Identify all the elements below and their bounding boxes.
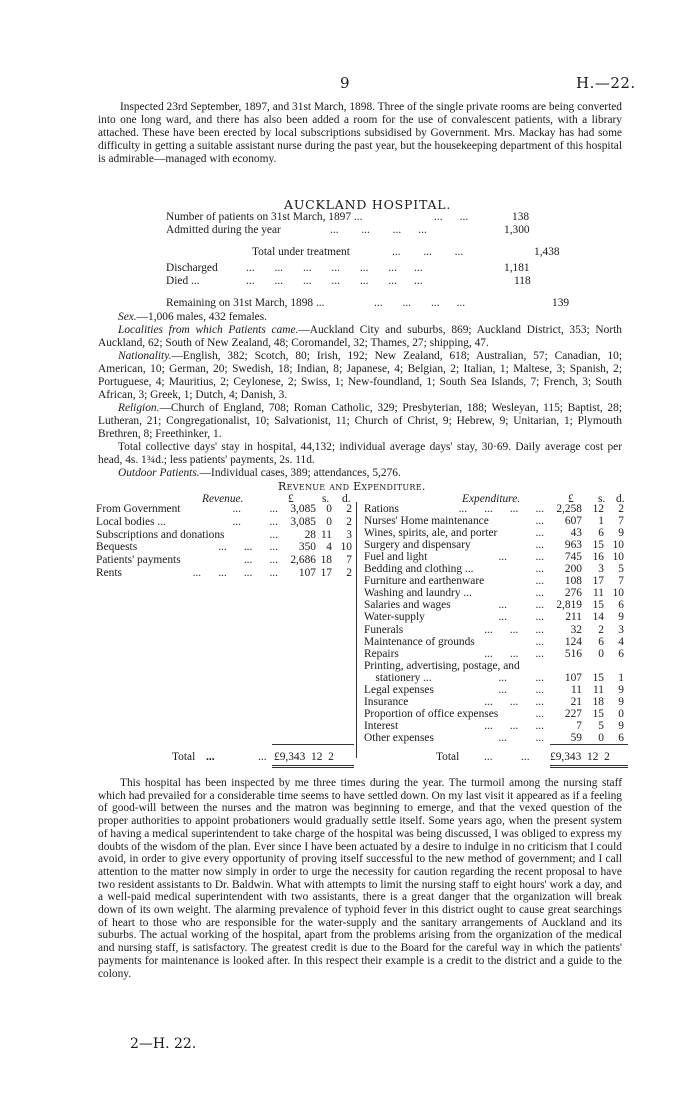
expenditure-label: Nurses' Home maintenance [364,515,489,528]
expenditure-row [364,624,626,637]
summary-value: 1,181 [504,262,530,274]
nationality-paragraph [98,350,622,402]
expenditure-label: Proportion of office expenses [364,707,499,720]
expenditure-total-leader: ... ... [484,751,530,763]
revenue-amount-d: 2 [346,503,352,515]
expenditure-label: Other expenses [364,731,434,744]
revenue-leader: ... ... [232,515,278,528]
expenditure-amount-s: 12 [592,503,604,515]
expenditure-amount-l: 124 [564,635,582,648]
summary-value: 139 [552,297,570,309]
revenue-row [96,554,356,567]
expenditure-amount-d: 9 [618,719,624,732]
expenditure-label: Printing, advertising, postage, and [364,659,520,672]
revenue-amount-d: 2 [346,567,352,579]
document-reference: H.—22. [576,74,636,92]
accounts-title: Revenue and Expenditure. [278,480,426,493]
expenditure-amount-l: 2,258 [556,503,582,515]
expenditure-amount-l: 211 [565,611,582,624]
expenditure-label: Legal expenses [364,683,434,696]
expenditure-amount-l: 59 [570,731,582,744]
expenditure-row [364,660,626,673]
revenue-amount-s: 17 [320,567,332,579]
expenditure-total-rule [550,744,628,745]
expenditure-label: Funerals [364,623,404,636]
expenditure-amount-s: 1 [598,515,604,528]
revenue-total-rule [272,744,354,745]
revenue-amount-l: 350 [298,541,316,554]
revenue-total-amount: £9,343 12 2 [274,751,334,763]
expenditure-amount-d: 2 [618,503,624,515]
summary-leader: ... ... ... ... ... ... ... [246,262,423,274]
expenditure-label: Surgery and dispensary [364,539,471,552]
revenue-total-label: Total [172,751,196,763]
expenditure-leader: ... [535,575,544,588]
expenditure-amount-d: 9 [618,527,624,540]
expenditure-amount-l: 745 [564,551,582,564]
revenue-row [96,529,356,542]
revenue-amount-l: 107 [298,567,316,579]
expenditure-amount-l: 227 [564,707,582,720]
expenditure-amount-s: 0 [598,731,604,744]
expenditure-row [364,599,626,612]
expenditure-amount-s: 3 [598,563,604,576]
revenue-row [96,503,356,516]
summary-row-discharged [166,262,546,275]
revenue-leader: ... ... ... ... [192,567,278,579]
revenue-amount-d: 2 [346,515,352,528]
expenditure-amount-s: 15 [592,599,604,612]
summary-leader: ... ... ... [392,246,464,258]
expenditure-leader: ... ... [498,731,544,744]
expenditure-amount-s: 15 [592,671,604,684]
hospital-title: AUCKLAND HOSPITAL. [284,197,452,212]
revenue-leader: ... [269,528,278,541]
expenditure-amount-l: 108 [564,575,582,588]
expenditure-leader: ... [535,563,544,576]
expenditure-amount-l: 2,819 [556,599,582,612]
expenditure-leader: ... ... ... [484,695,544,708]
expenditure-heading-text: Expenditure. [462,493,521,505]
expenditure-leader: ... ... [498,671,544,684]
expenditure-amount-d: 1 [618,671,624,684]
revenue-total-double-rule [272,765,354,768]
expenditure-row [364,636,626,649]
revenue-amount-s: 0 [326,503,332,515]
closing-paragraph-text: This hospital has been inspected by me three times during the year. The turmoil among the nursing staff which had prevailed for a considerable time seems to have settled down. On my last visit it appeared as if a feeling of good-will between the nurses and the matron was beginning to emerge, and that the vexed question of the proper authorities to appoint probationers would gradually settle itself. Some years ago, when the present system of having a medical superintendent to take charge of the hospital was being discussed, I was obliged to express my doubts of the wisdom of the plan. Ever since I have been actuated by a desire to indulge in no criticism that I could avoid, in order to give every opportunity of proving itself successful to the new method of government; and I call attention to the matter now simply in order to urge the necessity for caution regarding the recent proposal to have two resident assistants to Dr. Baldwin. What with attempts to limit the nursing staff to eight hours' work a day, and a well-paid medical superintendent with two assistants, there is a great danger that the organization will break down of its own weight. The alarming prevalence of typhoid fever in this district ought to cause great searchings of heart to those who are responsible for the water-supply and the sanitary arrangements of Auckland and its suburbs. The actual working of the hospital, apart from the problems arising from the organization of the medical and nursing staff, is satisfactory. The greatest credit is due to the Board for the careful way in which the patients' payments for maintenance is looked after. In this respect their example is a credit to the district and a guide to the colony. [98,777,622,980]
expenditure-label: Repairs [364,647,399,660]
expenditure-currency-l: £ [568,493,574,505]
expenditure-row [364,587,626,600]
revenue-leader: ... ... [243,554,278,567]
expenditure-leader: ... ... ... [484,623,544,636]
revenue-heading-text: Revenue. [202,493,244,505]
expenditure-amount-l: 516 [564,647,582,660]
nationality-text: —English, 382; Scotch, 80; Irish, 192; New Zealand, 618; Australian, 57; Canadian, 10; American, 10; German, 20; Swedish, 18; Indian, 8; Japanese, 4; Belgian, 2; Italian, 1; Maltese, 3; Spanish, 2; Portuguese, 4; Mauritius, 2; Ceylonese, 2; Swiss, 1; New-foundland, 1; South Sea Islands, 7; French, 3; South African, 3; Greek, 1; Dutch, 4; Danish, 3. [98,350,622,401]
expenditure-amount-d: 6 [618,647,624,660]
revenue-amount-d: 10 [340,541,352,554]
revenue-amount-s: 0 [326,515,332,528]
expenditure-amount-d: 9 [618,683,624,696]
intro-paragraph-text: Inspected 23rd September, 1897, and 31st March, 1898. Three of the single private rooms are being converted into one long ward, and there has also been added a room for the use of convalescent patients, with a library attached. These have been erected by local subscriptions subsidised by Government. Mrs. Mackay has had some difficulty in getting a suitable assistant nurse during the past year, but the housekeeping department of this hospital is admirable—managed with economy. [98,101,622,165]
expenditure-leader: ... [535,527,544,540]
summary-leader: ... ... ... ... [374,297,466,309]
sex-label: Sex. [118,311,137,323]
summary-value: 138 [512,211,530,223]
revenue-leader: ... ... ... [218,541,278,554]
patient-details [118,311,622,324]
summary-leader: ... ... ... ... ... ... ... [246,275,423,287]
expenditure-label: Insurance [364,695,409,708]
expenditure-leader: ... [535,587,544,600]
expenditure-amount-s: 6 [598,635,604,648]
revenue-label: Rents [96,567,122,579]
revenue-amount-d: 7 [346,554,352,567]
expenditure-amount-s: 15 [592,707,604,720]
summary-row-died [166,275,546,288]
expenditure-amount-d: 4 [618,635,624,648]
expenditure-label: Salaries and wages [364,599,451,612]
religion-text: —Church of England, 708; Roman Catholic, 329; Presbyterian, 188; Wesleyan, 115; Baptist, 28; Lutheran, 21; Congregationalist, 10; Salvationist, 11; Church of Christ, 9; Hebrew, 9; Unitarian, 1; Plymouth Brethren, 8; Freethinker, 1. [98,402,622,440]
expenditure-row [364,684,626,697]
summary-row-total [252,246,582,259]
expenditure-amount-d: 9 [618,611,624,624]
expenditure-leader: ... ... ... [484,719,544,732]
summary-label: Admitted during the year [166,224,281,236]
expenditure-amount-l: 21 [570,695,582,708]
expenditure-leader: ... ... ... [484,647,544,660]
expenditure-amount-s: 2 [598,623,604,636]
expenditure-row [364,732,626,745]
expenditure-currency-d: d. [616,493,625,505]
expenditure-row [364,503,626,516]
summary-value: 118 [514,275,531,287]
revenue-label: Bequests [96,541,138,554]
expenditure-row [364,672,626,685]
sex-text: —1,006 males, 432 females. [136,311,267,323]
expenditure-amount-d: 7 [618,515,624,528]
expenditure-leader: ... ... [498,551,544,564]
expenditure-row [364,575,626,588]
expenditure-leader: ... [535,515,544,528]
expenditure-amount-s: 0 [598,647,604,660]
expenditure-label: Furniture and earthenware [364,575,485,588]
expenditure-amount-l: 32 [570,623,582,636]
expenditure-amount-d: 9 [618,695,624,708]
stay-text: Total collective days' stay in hospital, 44,132; individual average days' stay, 30·69. Daily average cost per head, 4s. 1¾d.; less patients' payments, 2s. 11d. [98,441,622,466]
revenue-amount-d: 3 [346,528,352,541]
expenditure-amount-d: 0 [618,707,624,720]
accounts-divider [356,502,357,758]
expenditure-label: Bedding and clothing ... [364,563,474,576]
revenue-label: From Government [96,503,181,515]
outdoor-text: —Individual cases, 389; attendances, 5,276. [199,467,401,479]
expenditure-amount-s: 17 [592,575,604,588]
summary-row-admitted [166,224,546,237]
revenue-label: Subscriptions and donations [96,528,225,541]
expenditure-amount-d: 6 [618,731,624,744]
expenditure-leader: ... ... ... ... [458,503,544,515]
expenditure-total-double-rule [550,765,628,768]
revenue-amount-s: 4 [326,541,332,554]
expenditure-amount-l: 11 [571,683,582,696]
expenditure-row [364,696,626,709]
expenditure-amount-l: 276 [564,587,582,600]
expenditure-amount-d: 5 [618,563,624,576]
revenue-currency-l: £ [288,493,294,505]
expenditure-label: Wines, spirits, ale, and porter [364,527,498,540]
revenue-label: Local bodies ... [96,515,166,528]
expenditure-label: Rations [364,503,399,515]
expenditure-label: Washing and laundry ... [364,587,472,600]
closing-paragraph [98,777,622,980]
expenditure-amount-s: 15 [592,539,604,552]
expenditure-row [364,527,626,540]
intro-paragraph [98,101,622,166]
revenue-row [96,541,356,554]
expenditure-leader: ... [535,707,544,720]
expenditure-amount-d: 6 [618,599,624,612]
expenditure-amount-s: 5 [598,719,604,732]
expenditure-row [364,539,626,552]
expenditure-label: Maintenance of grounds [364,635,475,648]
expenditure-amount-l: 43 [570,527,582,540]
expenditure-label: stationery ... [364,671,432,684]
sex-line [118,311,622,324]
expenditure-amount-s: 6 [598,527,604,540]
localities-text: —Auckland City and suburbs, 869; Auckland District, 353; North Auckland, 62; South of New Zealand, 48; Coromandel, 32; Thames, 27; shipping, 47. [98,324,622,349]
nationality-label: Nationality. [118,350,172,362]
expenditure-amount-d: 10 [612,551,624,564]
expenditure-label: Interest [364,719,399,732]
expenditure-amount-d: 10 [612,587,624,600]
revenue-label: Patients' payments [96,554,181,567]
expenditure-amount-l: 963 [564,539,582,552]
expenditure-label: Fuel and light [364,551,428,564]
revenue-total-leader: ... [206,751,215,763]
expenditure-currency-s: s. [598,493,606,505]
revenue-amount-s: 11 [321,528,332,541]
revenue-row [96,567,356,580]
expenditure-leader: ... [535,635,544,648]
expenditure-row [364,551,626,564]
expenditure-total-amount: £9,343 12 2 [550,751,610,763]
expenditure-amount-s: 16 [592,551,604,564]
expenditure-amount-l: 607 [564,515,582,528]
expenditure-row [364,648,626,661]
summary-leader: ... ... ... ... [330,224,427,236]
revenue-total-leader: ... [258,751,267,763]
expenditure-row [364,708,626,721]
revenue-currency-d: d. [342,493,351,505]
summary-label: Number of patients on 31st March, 1897 ... [166,211,363,223]
outdoor-label: Outdoor Patients. [118,467,200,479]
summary-row-start [166,211,546,224]
expenditure-amount-s: 11 [593,587,604,600]
expenditure-amount-l: 200 [564,563,582,576]
page-number: 9 [340,74,350,92]
expenditure-row [364,611,626,624]
expenditure-amount-l: 7 [576,719,582,732]
expenditure-amount-d: 7 [618,575,624,588]
expenditure-leader: ... ... [498,611,544,624]
revenue-amount-l: 2,686 [290,554,316,567]
footer-signature: 2—H. 22. [130,1036,197,1052]
expenditure-amount-d: 3 [618,623,624,636]
summary-value: 1,438 [534,246,560,258]
expenditure-amount-d: 10 [612,539,624,552]
expenditure-label: Water-supply [364,611,425,624]
summary-label: Died ... [166,275,200,287]
expenditure-amount-s: 18 [592,695,604,708]
revenue-row [96,516,356,529]
expenditure-leader: ... ... [498,599,544,612]
summary-value: 1,300 [504,224,530,236]
expenditure-amount-l: 107 [564,671,582,684]
revenue-amount-l: 3,085 [290,503,316,515]
religion-paragraph [98,402,622,441]
summary-label: Total under treatment [252,246,350,258]
expenditure-amount-s: 11 [593,683,604,696]
stay-paragraph [98,441,622,467]
expenditure-row [364,720,626,733]
expenditure-total-label: Total [436,751,460,763]
expenditure-row [364,563,626,576]
summary-label: Discharged [166,262,218,274]
localities-label: Localities from which Patients came. [118,324,299,336]
revenue-currency-s: s. [322,493,330,505]
expenditure-row [364,515,626,528]
revenue-leader: ... ... [232,503,278,515]
summary-leader: ... ... [434,211,469,223]
expenditure-amount-s: 14 [592,611,604,624]
outdoor-paragraph [98,467,622,480]
revenue-amount-l: 3,085 [290,515,316,528]
religion-label: Religion. [118,402,160,414]
summary-label: Remaining on 31st March, 1898 ... [166,297,325,309]
summary-row-remaining [166,297,586,310]
revenue-amount-s: 18 [320,554,332,567]
revenue-amount-l: 28 [304,528,316,541]
expenditure-leader: ... [535,539,544,552]
localities-paragraph [98,324,622,350]
expenditure-leader: ... ... [498,683,544,696]
